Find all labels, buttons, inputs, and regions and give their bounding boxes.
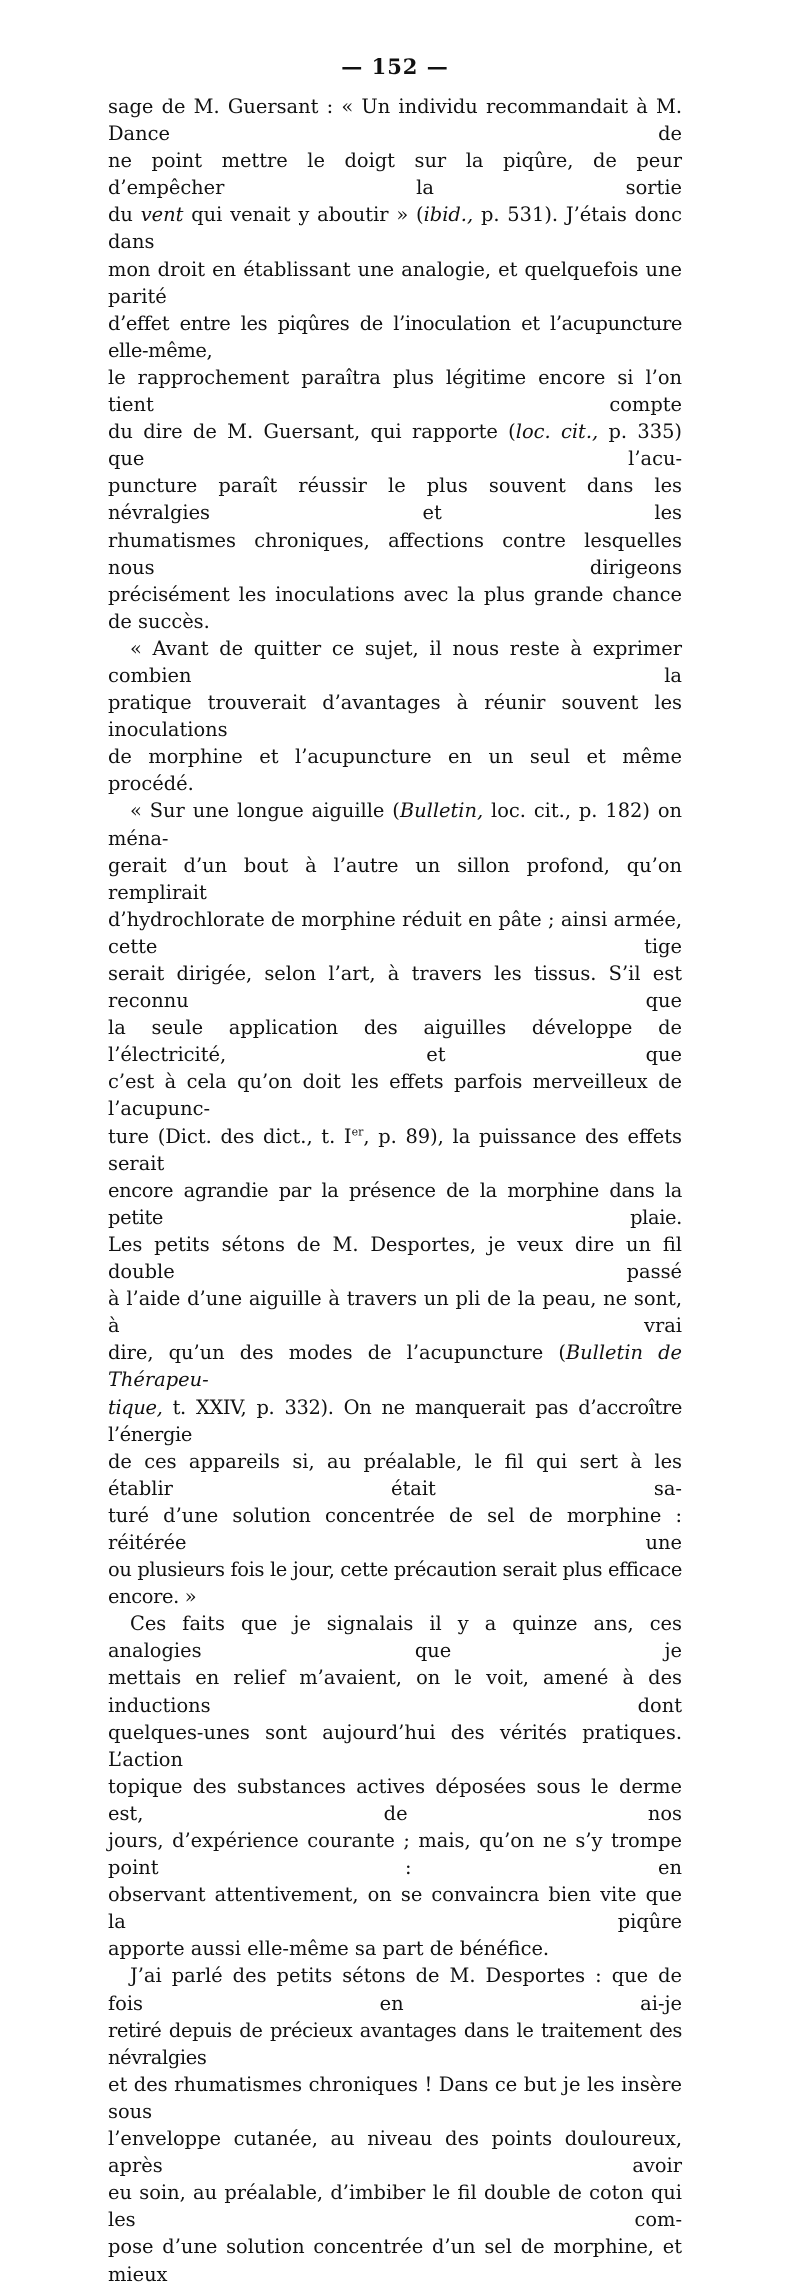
text-line: puncture paraît réussir le plus souvent dans les névralgies et les xyxy=(108,474,682,525)
body-text xyxy=(108,93,682,2288)
italic-reference: Bulletin, xyxy=(399,799,484,823)
text-line: encore agrandie par la présence de la morphine dans la petite plaie. xyxy=(108,1178,682,1229)
text-line: jours, d’expérience courante ; mais, qu’on ne s’y trompe point : en xyxy=(108,1829,682,1880)
text-line: d’hydrochlorate de morphine réduit en pâte ; ainsi armée, cette tige xyxy=(108,907,682,958)
text-line: la seule application des aiguilles développe de l’électricité, et que xyxy=(108,1016,682,1067)
italic-reference: ibid., xyxy=(423,203,474,227)
text-line: l’enveloppe cutanée, au niveau des points douloureux, après avoir xyxy=(108,2127,682,2178)
text-line: tique, t. XXIV, p. 332). On ne manquerait pas d’accroître l’énergie xyxy=(108,1395,682,1446)
italic-term: vent xyxy=(140,203,184,227)
text-line: topique des substances actives déposées sous le derme est, de nos xyxy=(108,1774,682,1825)
text-line: le rapprochement paraîtra plus légitime encore si l’on tient compte xyxy=(108,365,682,417)
text-line: ou plusieurs fois le jour, cette précaution serait plus efficace encore. » xyxy=(108,1558,682,1609)
text-line: ture (Dict. des dict., t. Ier, p. 89), la puissance des effets serait xyxy=(108,1124,682,1175)
text-line: retiré depuis de précieux avantages dans le traitement des névralgies xyxy=(108,2018,682,2069)
text-line: mon droit en établissant une analogie, et quelquefois une parité xyxy=(108,257,682,308)
text-line: pose d’une solution concentrée d’un sel de morphine, et mieux xyxy=(108,2235,682,2286)
text-line: apporte aussi elle-même sa part de bénéfice. xyxy=(108,1937,550,1961)
text-line: eu soin, au préalable, d’imbiber le fil double de coton qui les com- xyxy=(108,2181,682,2232)
text-line: du vent qui venait y aboutir » (ibid., p. 531). J’étais donc dans xyxy=(108,203,682,254)
text-line: quelques-unes sont aujourd’hui des vérités pratiques. L’action xyxy=(108,1720,682,1771)
text-line: sage de M. Guersant : « Un individu recommandait à M. Dance de xyxy=(108,95,682,146)
text-line: à l’aide d’une aiguille à travers un pli de la peau, ne sont, à vrai xyxy=(108,1287,682,1338)
page-number: — 152 — xyxy=(341,54,449,79)
text-line: « Sur une longue aiguille (Bulletin, loc. cit., p. 182) on ména- xyxy=(108,799,682,850)
text-line: serait dirigée, selon l’art, à travers les tissus. S’il est reconnu que xyxy=(108,962,682,1013)
text-line: et des rhumatismes chroniques ! Dans ce but je les insère sous xyxy=(108,2072,682,2123)
superscript: er xyxy=(351,1125,364,1139)
text-line: Les petits sétons de M. Desportes, je veux dire un fil double passé xyxy=(108,1232,682,1284)
italic-reference: Bulletin de Thérapeu- xyxy=(108,1341,682,1392)
text-line: du dire de M. Guersant, qui rapporte (loc. cit., p. 335) que l’acu- xyxy=(108,420,682,471)
text-line: rhumatismes chroniques, affections contre lesquelles nous dirigeons xyxy=(108,528,682,579)
text-line: précisément les inoculations avec la plus grande chance de succès. xyxy=(108,582,682,633)
text-line: turé d’une solution concentrée de sel de morphine : réitérée une xyxy=(108,1503,682,1554)
text-line: mettais en relief m’avaient, on le voit, amené à des inductions dont xyxy=(108,1666,682,1717)
text-line: « Avant de quitter ce sujet, il nous reste à exprimer combien la xyxy=(108,636,682,687)
text-line: de ces appareils si, au préalable, le fil qui sert à les établir était sa- xyxy=(108,1449,682,1500)
text-line: dire, qu’un des modes de l’acupuncture (Bulletin de Thérapeu- xyxy=(108,1341,682,1392)
text-line: d’effet entre les piqûres de l’inoculation et l’acupuncture elle-même, xyxy=(108,311,682,362)
text-line: ne point mettre le doigt sur la piqûre, de peur d’empêcher la sortie xyxy=(108,149,682,200)
italic-reference: loc. cit., xyxy=(515,420,599,444)
text-line: gerait d’un bout à l’autre un sillon profond, qu’on remplirait xyxy=(108,853,682,904)
text-line: J’ai parlé des petits sétons de M. Desportes : que de fois en ai-je xyxy=(108,1964,682,2015)
text-line: c’est à cela qu’on doit les effets parfois merveilleux de l’acupunc- xyxy=(108,1070,682,1121)
text-line: de morphine et l’acupuncture en un seul et même procédé. xyxy=(108,745,682,796)
text-line: pratique trouverait d’avantages à réunir souvent les inoculations xyxy=(108,691,682,742)
text-line: Ces faits que je signalais il y a quinze ans, ces analogies que je xyxy=(108,1612,682,1663)
text-line: observant attentivement, on se convaincra bien vite que la piqûre xyxy=(108,1883,682,1934)
italic-reference: tique, xyxy=(108,1395,163,1419)
